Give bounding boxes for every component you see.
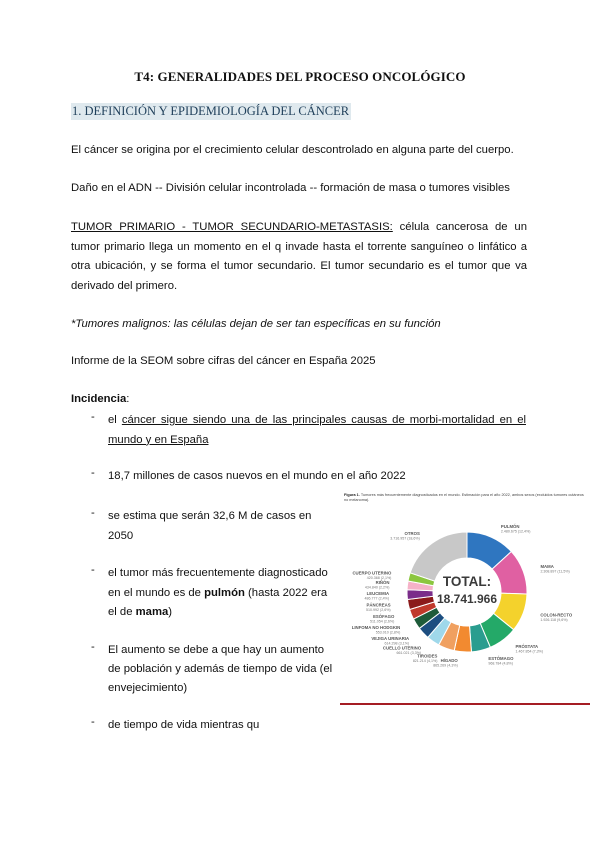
bullet-4-line1: el tumor más frecuentemente diagnosticado: [108, 567, 328, 579]
donut-value-label: 821.214 (4,1%): [412, 659, 438, 664]
donut-chart: [340, 490, 590, 705]
donut-value-label: 865.269 (4,3%): [433, 663, 458, 668]
donut-label: CUERPO UTERINO: [352, 570, 392, 576]
figure-caption: Figura 1. Tumores más frecuentemente diagnosticados en el mundo. Estimación para el año 2022, ambos sexos (excluidos tumores cutáneos no melanoma).: [344, 493, 584, 502]
bullet-2: 18,7 millones de casos nuevos en el mundo en el año 2022: [108, 470, 406, 482]
donut-label: HÍGADO: [440, 657, 458, 663]
bullet-5-line1: El aumento se debe a que hay un aumento: [108, 644, 325, 656]
donut-label: ESÓFAGO: [373, 614, 395, 620]
donut-label: CUELLO UTERINO: [382, 645, 422, 651]
bullet-dash: -: [91, 564, 95, 576]
donut-label: OTROS: [404, 531, 420, 537]
incidencia-heading: Incidencia:: [71, 393, 130, 405]
donut-value-label: 2.308.897 (11,5%): [540, 569, 570, 574]
donut-value-label: 2.480.675 (12,4%): [500, 529, 531, 534]
donut-value-label: 614.298 (3,1%): [384, 641, 410, 646]
bullet-dash: -: [91, 411, 95, 423]
donut-label: PULMÓN: [500, 523, 520, 529]
bullet-6: de tiempo de vida mientras qu: [108, 719, 260, 731]
donut-label: RIÑÓN: [375, 580, 390, 586]
donut-label: PRÓSTATA: [515, 643, 539, 649]
bullet-dash: -: [91, 641, 95, 653]
cancer-incidence-figure: [340, 490, 590, 705]
paragraph-malignant-note: *Tumores malignos: las células dejan de ser tan específicas en su función: [71, 318, 441, 330]
bullet-3-line1: se estima que serán 32,6 M de casos en: [108, 510, 312, 522]
metastasis-term: TUMOR PRIMARIO - TUMOR SECUNDARIO-METASTASIS:: [71, 221, 393, 233]
paragraph-metastasis: [71, 218, 527, 296]
donut-value-label: 3.716.957 (18,6%): [390, 536, 420, 541]
page-title: T4: GENERALIDADES DEL PROCESO ONCOLÓGICO: [134, 69, 466, 84]
donut-label: COLON-RECTO: [540, 612, 573, 618]
bullet-dash: -: [91, 507, 95, 519]
donut-value-label: 420.368 (2,1%): [366, 575, 392, 580]
donut-label: VEJIGA URINARIA: [371, 635, 410, 641]
bullet-4-line3: el de mama): [108, 606, 173, 618]
donut-label: LEUCEMIA: [366, 591, 390, 597]
donut-value-label: 553.010 (2,8%): [375, 630, 401, 635]
bullet-dash: -: [91, 716, 95, 728]
donut-label: TIROIDES: [417, 653, 438, 659]
donut-value-label: 486.777 (2,4%): [364, 596, 390, 601]
paragraph-definition: El cáncer se origina por el crecimiento celular descontrolado en alguna parte del cuerpo.: [71, 144, 514, 156]
donut-value-label: 434.840 (2,2%): [364, 585, 390, 590]
bullet-5-line3: envejecimiento): [108, 682, 188, 694]
donut-label: PÁNCREAS: [366, 602, 391, 608]
donut-value-label: 968.784 (4,8%): [488, 661, 513, 666]
donut-total-label: TOTAL:: [442, 574, 492, 589]
section-heading: 1. DEFINICIÓN Y EPIDEMIOLOGÍA DEL CÁNCER: [72, 104, 350, 118]
donut-label: ESTÓMAGO: [488, 656, 514, 662]
paragraph-seom-report: Informe de la SEOM sobre cifras del cáncer en España 2025: [71, 355, 376, 367]
donut-value-label: 661.021 (3,3%): [396, 651, 422, 656]
bullet-3-line2: 2050: [108, 530, 134, 542]
donut-value-label: 511.054 (2,6%): [370, 619, 395, 624]
donut-label: MAMA: [540, 563, 554, 569]
bullet-4-line2: en el mundo es de pulmón (hasta 2022 era: [108, 587, 328, 599]
bullet-dash: -: [91, 467, 95, 479]
metastasis-text: célula cancerosa de un tumor primario llega un momento en el q invade hasta el torrente sanguíneo o linfático a otra ubicación, y se forma el tumor secundario. El tumor secundario es el tumor que va derivado del primero.: [71, 221, 527, 292]
bullet-5-line2: de población y además de tiempo de vida (el: [108, 663, 333, 675]
bullet-1: el cáncer sigue siendo una de las principales causas de morbi-mortalidad en el mundo y en España: [108, 414, 526, 446]
paragraph-adn: Daño en el ADN -- División celular incontrolada -- formación de masa o tumores visibles: [71, 182, 510, 194]
donut-value-label: 1.467.854 (7,3%): [515, 649, 544, 654]
donut-label: LINFOMA NO HODGKIN: [351, 625, 401, 631]
donut-value-label: 1.926.118 (9,6%): [540, 617, 568, 622]
donut-value-label: 510.992 (2,6%): [366, 608, 391, 613]
figure-divider: [340, 703, 590, 705]
donut-total-value: 18.741.966: [436, 592, 498, 606]
